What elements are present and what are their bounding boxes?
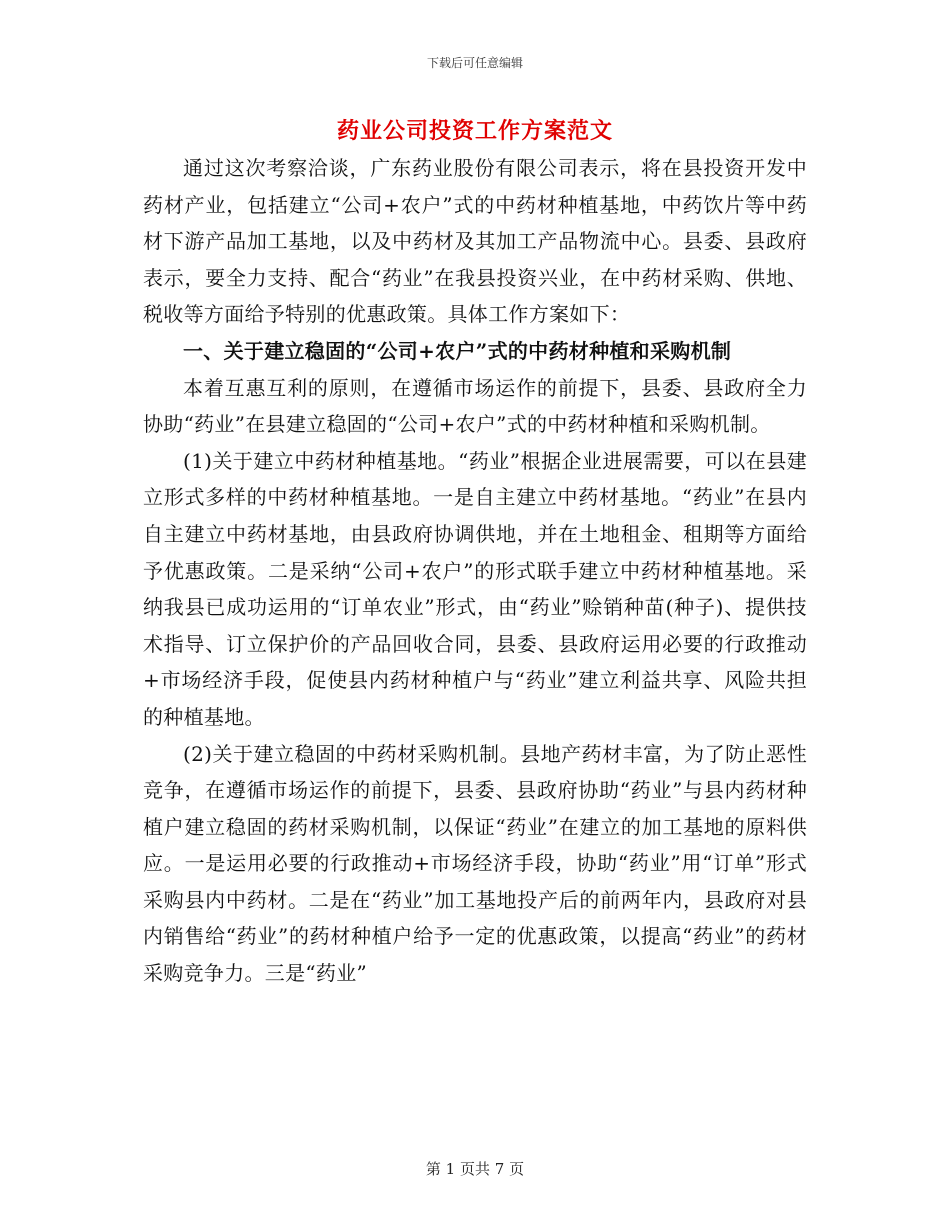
paragraph-procurement: (2)关于建立稳固的中药材采购机制。县地产药材丰富，为了防止恶性竞争，在遵循市场运作的前提下，县委、县政府协助“药业”与县内药材种植户建立稳固的药材采购机制，以保证“药业”在建立的加工基地的原料供应。一是运用必要的行政推动+市场经济手段，协助“药业”用“订单”形式采购县内中药材。二是在“药业”加工基地投产后的前两年内，县政府对县内销售给“药业”的药材种植户给予一定的优惠政策，以提高“药业”的药材采购竞争力。三是“药业” bbox=[143, 741, 807, 986]
header-note: 下载后可任意编辑 bbox=[426, 56, 523, 70]
page-number-footer: 第 1 页共 7 页 bbox=[425, 1160, 525, 1178]
paragraph-planting-base: (1)关于建立中药材种植基地。“药业”根据企业进展需要，可以在县建立形式多样的中药材种植基地。一是自主建立中药材基地。“药业”在县内自主建立中药材基地，由县政府协调供地，并在土地租金、租期等方面给予优惠政策。二是采纳“公司+农户”的形式联手建立中药材种植基地。采纳我县已成功运用的“订单农业”形式，由“药业”赊销种苗(种子)、提供技术指导、订立保护价的产品回收合同，县委、县政府运用必要的行政推动+市场经济手段，促使县内药材种植户与“药业”建立利益共享、风险共担的种植基地。 bbox=[143, 448, 807, 729]
document-title: 药业公司投资工作方案范文 bbox=[336, 118, 613, 144]
paragraph-principle: 本着互惠互利的原则，在遵循市场运作的前提下，县委、县政府全力协助“药业”在县建立稳固的“公司+农户”式的中药材种植和采购机制。 bbox=[143, 375, 807, 437]
section-heading-1: 一、关于建立稳固的“公司+农户”式的中药材种植和采购机制 bbox=[183, 338, 732, 363]
document-body bbox=[143, 150, 807, 992]
paragraph-intro: 通过这次考察洽谈，广东药业股份有限公司表示，将在县投资开发中药材产业，包括建立“公司+农户”式的中药材种植基地，中药饮片等中药材下游产品加工基地，以及中药材及其加工产品物流中心。县委、县政府表示，要全力支持、配合“药业”在我县投资兴业，在中药材采购、供地、税收等方面给予特别的优惠政策。具体工作方案如下： bbox=[143, 156, 807, 327]
